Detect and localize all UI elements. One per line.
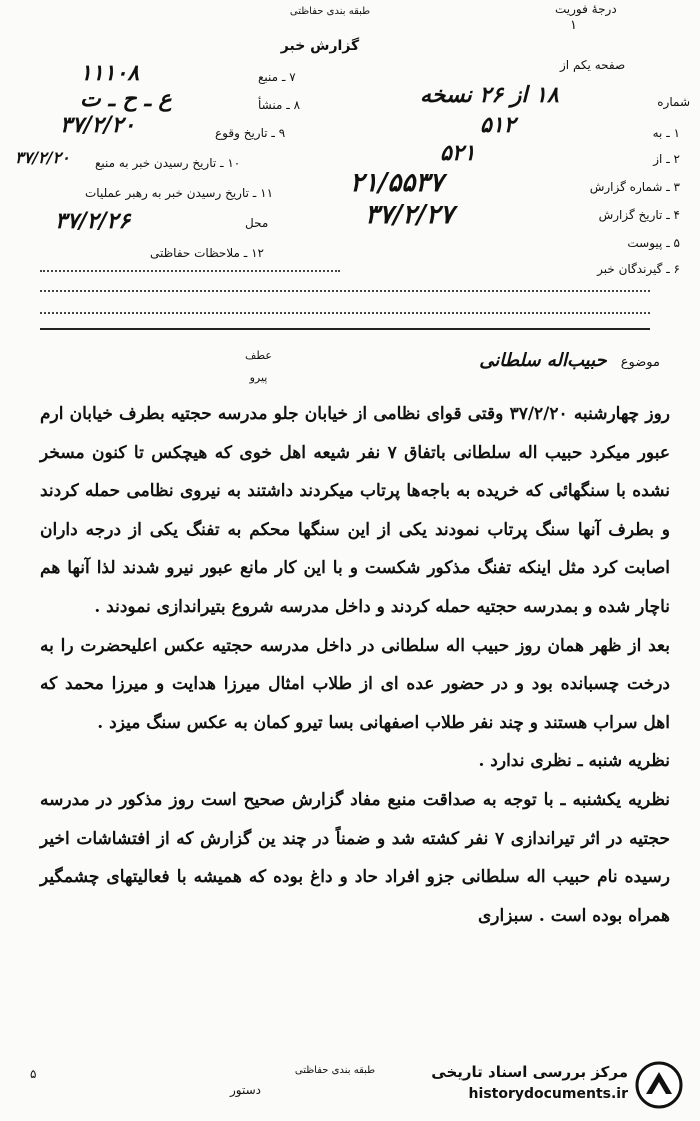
form-right-label-2: ۲ ـ از bbox=[653, 152, 680, 166]
watermark-url: historydocuments.ir bbox=[468, 1086, 628, 1102]
watermark bbox=[420, 1058, 690, 1114]
form-right-label-4: ۴ ـ تاریخ گزارش bbox=[598, 208, 680, 222]
subject-line bbox=[300, 350, 660, 371]
form-left-label-1: ۸ ـ منشأ bbox=[258, 98, 301, 112]
footer-number: ۵ bbox=[30, 1067, 37, 1081]
divider bbox=[40, 328, 650, 330]
footer-order: دستور bbox=[230, 1083, 262, 1097]
reference-atf: عطف bbox=[245, 349, 272, 362]
form-left-label-2: ۹ ـ تاریخ وقوع bbox=[215, 126, 286, 140]
form-right-label-5: ۵ ـ پیوست bbox=[627, 236, 680, 250]
form-left-value-0: ۱۱۱۰۸ bbox=[80, 60, 140, 86]
form-left-label-5: محل bbox=[245, 216, 269, 230]
subject-value: حبیب‌اله سلطانی bbox=[479, 350, 607, 371]
form-right-value-3: ۲۱/۵۵۳۷ bbox=[350, 168, 444, 198]
form-right-label-3: ۳ ـ شماره گزارش bbox=[589, 180, 680, 194]
form-right-value-4: ۳۷/۲/۲۷ bbox=[365, 200, 454, 230]
form-left-value-5: ۳۷/۲/۲۶ bbox=[55, 208, 131, 234]
blank-line bbox=[40, 312, 650, 314]
watermark-fa: مرکز بررسی اسناد تاریخی bbox=[431, 1063, 628, 1081]
blank-line bbox=[40, 290, 650, 292]
form-left-value-1: ع ـ ح ـ ت bbox=[80, 86, 172, 112]
body-paragraph: بعد از ظهر همان روز حبیب اله سلطانی در داخل مدرسه حجتیه عکس اعلیحضرت را به درخت چسبانده بود و در حضور عده ای از طلاب امثال میرزا هدایت و میرزا محمد که اهل سراب هستند و چند نفر طلاب اصفهانی بسا تیرو کمان به عکس سنگ میزد . bbox=[40, 635, 670, 733]
form-left-label-4: ۱۱ ـ تاریخ رسیدن خبر به رهبر عملیات bbox=[85, 186, 274, 200]
form-left-label-3: ۱۰ ـ تاریخ رسیدن خبر به منبع bbox=[95, 156, 241, 170]
reference-peyro: پیرو bbox=[249, 371, 268, 384]
form-right-label-1: ۱ ـ به bbox=[652, 126, 680, 140]
blank-line bbox=[40, 270, 340, 272]
body-paragraph: روز چهارشنبه ۳۷/۲/۲۰ وقتی قوای نظامی از خیابان جلو مدرسه حجتیه بطرف خیابان ارم عبور میکرد حبیب اله سلطانی باتفاق ۷ نفر شیعه اهل خوی که هیچکس تا کنون مسخر نشده با سنگهائی که خریده به باجه‌ها پرتاب میکردند داشتند به نیروی نظامی حمله کردند و بطرف آنها سنگ پرتاب نمودند یکی از این سنگها محکم به تفنگ یکی از درجه داران اصابت کرد مثل اینکه تفنگ مذکور شکست و با این کار مانع عبور نیرو شدند لذا آنها هم ناچار شده و بمدرسه حجتیه حمله کردند و داخل مدرسه شروع بتیراندازی نمودند . bbox=[40, 404, 670, 617]
body-paragraph: نظریه یکشنبه ـ با توجه به صداقت منبع مفاد گزارش صحیح است روز مذکور در مدرسه حجتیه در اثر تیراندازی ۷ نفر کشته شد و ضمناً در چند ین گزارش که از افتشاشات اخیر رسیده نام حبیب اله سلطانی جزو افراد حاد و داغ بوده که همیشه با فعالیتهای چشمگیر همراه بوده است . سبزاری bbox=[40, 789, 670, 926]
form-left-value-2: ۳۷/۲/۲۰ bbox=[60, 112, 136, 138]
urgency-number: ۱ bbox=[570, 18, 577, 33]
archive-logo-icon bbox=[634, 1060, 684, 1110]
form-right-label-6: ۶ ـ گیرندگان خبر bbox=[597, 262, 680, 276]
reference-notes bbox=[245, 345, 272, 389]
form-left-label-0: ۷ ـ منبع bbox=[258, 70, 296, 84]
classification-bottom: طبقه بندی حفاظتی bbox=[294, 1065, 376, 1076]
form-left-label-6: ۱۲ ـ ملاحظات حفاظتی bbox=[150, 246, 264, 260]
body-paragraph: نظریه شنبه ـ نظری ندارد . bbox=[478, 751, 670, 772]
classification-top: طبقه بندی حفاظتی bbox=[289, 6, 371, 17]
report-title: گزارش خبر bbox=[280, 38, 360, 54]
subject-label: موضوع bbox=[620, 355, 660, 370]
form-right-value-0: ۱۸ از ۲۶ نسخه bbox=[420, 82, 559, 108]
page-indicator: صفحه یکم از bbox=[560, 58, 626, 72]
form-right-value-2: ۵۲۱ bbox=[440, 140, 476, 166]
urgency-label: درجهٔ فوریت bbox=[555, 2, 617, 16]
report-body bbox=[40, 395, 670, 935]
form-right-label-0: شماره bbox=[657, 95, 690, 109]
form-right-value-1: ۵۱۲ bbox=[480, 112, 516, 138]
form-left-value-3: ۳۷/۲/۲۰ bbox=[15, 148, 70, 167]
